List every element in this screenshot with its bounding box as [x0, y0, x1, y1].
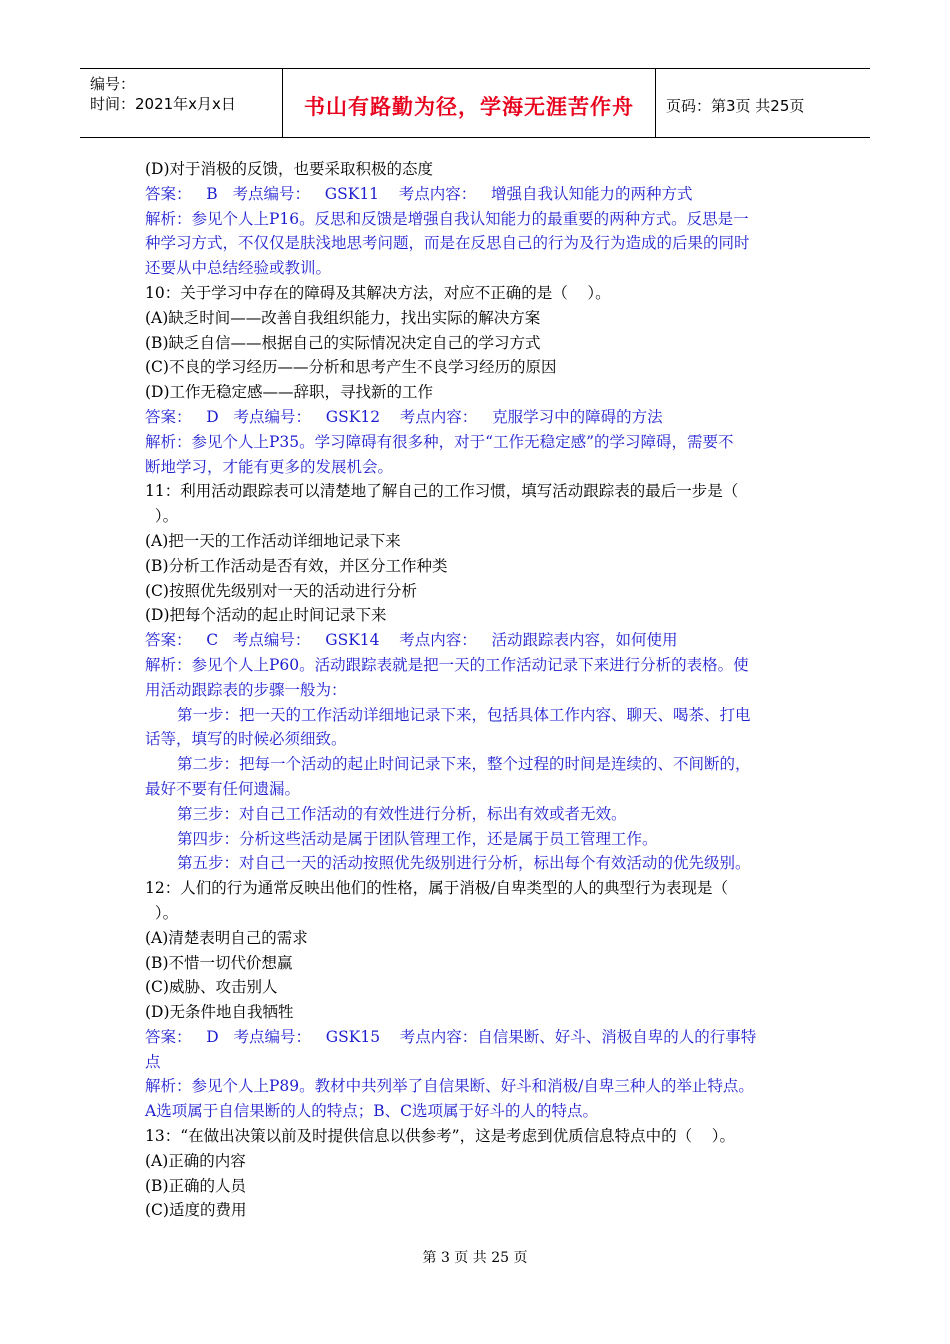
question-line: (B)缺乏自信——根据自己的实际情况决定自己的学习方式 [145, 333, 541, 352]
question-line: 11：利用活动跟踪表可以清楚地了解自己的工作习惯，填写活动跟踪表的最后一步是（ [145, 482, 739, 501]
answer-line: 第四步：分析这些活动是属于团队管理工作，还是属于员工管理工作。 [177, 829, 658, 848]
answer-line: 第五步：对自己一天的活动按照优先级别进行分析，标出每个有效活动的优先级别。 [177, 854, 751, 873]
question-line: (B)分析工作活动是否有效，并区分工作种类 [145, 556, 448, 575]
answer-line: 还要从中总结经验或教训。 [145, 259, 332, 278]
question-line: (D)把每个活动的起止时间记录下来 [145, 606, 387, 625]
question-line: 12：人们的行为通常反映出他们的性格，属于消极/自卑类型的人的典型行为表现是（ [145, 879, 728, 898]
question-line: (D)无条件地自我牺牲 [145, 1003, 294, 1022]
question-line: (C)按照优先级别对一天的活动进行分析 [145, 581, 417, 600]
question-line: (C)威胁、攻击别人 [145, 978, 278, 997]
question-line: (D)对于消极的反馈，也要采取积极的态度 [145, 160, 434, 178]
question-line: (B)不惜一切代价想赢 [145, 953, 293, 972]
answer-line: 话等，填写的时候必须细致。 [145, 730, 347, 749]
answer-line: 解析：参见个人上P35。学习障碍有很多种，对于“工作无稳定感”的学习障碍，需要不 [145, 432, 734, 451]
question-line: (A)清楚表明自己的需求 [145, 928, 308, 947]
answer-line: 第二步：把每一个活动的起止时间记录下来，整个过程的时间是连续的、不间断的， [177, 755, 751, 774]
answer-line: 点 [145, 1052, 161, 1071]
question-line: (A)把一天的工作活动详细地记录下来 [145, 531, 401, 550]
header-page-cell [656, 69, 870, 137]
time-label: 时间：2021年x月x日 [90, 95, 236, 113]
motto: 书山有路勤为径，学海无涯苦作舟 [304, 95, 634, 119]
question-line: (B)正确的人员 [145, 1176, 246, 1195]
answer-line: 答案： C 考点编号： GSK14 考点内容： 活动跟踪表内容，如何使用 [145, 631, 678, 650]
answer-line: 用活动跟踪表的步骤一般为： [145, 680, 347, 699]
page-header [80, 68, 870, 138]
question-line: 13：“在做出决策以前及时提供信息以供参考”，这是考虑到优质信息特点中的（ ）。 [145, 1127, 736, 1146]
header-motto-cell [283, 69, 656, 137]
answer-line: 断地学习，才能有更多的发展机会。 [145, 457, 394, 476]
question-line: (C)不良的学习经历——分析和思考产生不良学习经历的原因 [145, 358, 557, 377]
number-label: 编号： [90, 75, 136, 93]
page-footer: 第 3 页 共 25 页 [422, 1250, 528, 1266]
question-line: (C)适度的费用 [145, 1201, 247, 1220]
page-info: 页码：第3页 共25页 [666, 97, 805, 115]
question-line: (D)工作无稳定感——辞职，寻找新的工作 [145, 383, 434, 402]
question-line: 10：关于学习中存在的障碍及其解决方法，对应不正确的是（ ）。 [145, 283, 611, 302]
answer-line: 最好不要有任何遗漏。 [145, 779, 301, 798]
question-line: (A)缺乏时间——改善自我组织能力，找出实际的解决方案 [145, 308, 541, 327]
question-line: (A)正确的内容 [145, 1151, 246, 1170]
answer-line: A选项属于自信果断的人的特点；B、C选项属于好斗的人的特点。 [145, 1102, 598, 1121]
answer-line: 解析：参见个人上P60。活动跟踪表就是把一天的工作活动记录下来进行分析的表格。使 [145, 655, 749, 674]
answer-line: 答案： D 考点编号： GSK15 考点内容：自信果断、好斗、消极自卑的人的行事特 [145, 1027, 757, 1046]
document-body [145, 157, 825, 1223]
answer-line: 答案： B 考点编号： GSK11 考点内容： 增强自我认知能力的两种方式 [145, 184, 693, 203]
header-meta-cell [80, 69, 283, 137]
answer-line: 第一步：把一天的工作活动详细地记录下来，包括具体工作内容、聊天、喝茶、打电 [177, 705, 751, 724]
answer-line: 种学习方式，不仅仅是肤浅地思考问题，而是在反思自己的行为及行为造成的后果的同时 [145, 234, 750, 253]
answer-line: 解析：参见个人上P89。教材中共列举了自信果断、好斗和消极/自卑三种人的举止特点。 [145, 1077, 754, 1096]
answer-line: 第三步：对自己工作活动的有效性进行分析，标出有效或者无效。 [177, 804, 627, 823]
question-line: ）。 [145, 507, 179, 526]
answer-line: 答案： D 考点编号： GSK12 考点内容： 克服学习中的障碍的方法 [145, 407, 663, 426]
question-line: ）。 [145, 903, 179, 922]
answer-line: 解析：参见个人上P16。反思和反馈是增强自我认知能力的最重要的两种方式。反思是一 [145, 209, 749, 228]
